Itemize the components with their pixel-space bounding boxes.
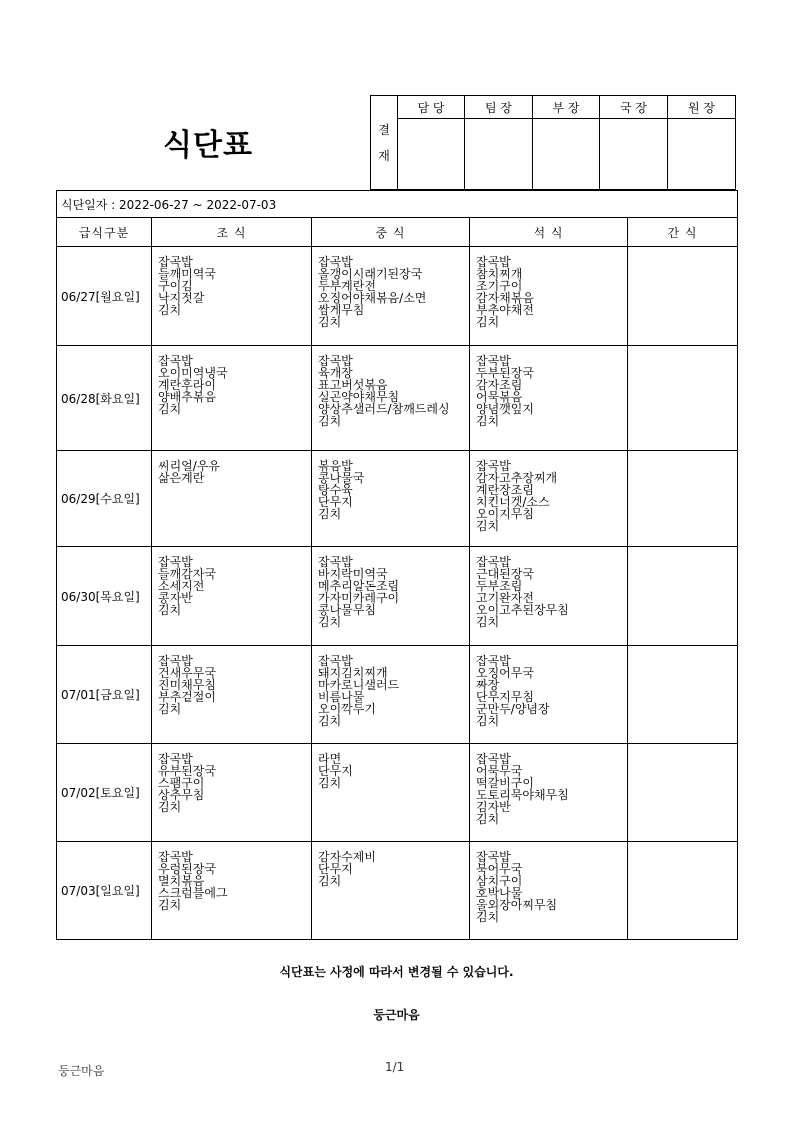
menu-item: 김치 bbox=[158, 303, 182, 317]
lunch-cell bbox=[312, 346, 470, 451]
organization-name: 둥근마음 bbox=[373, 1008, 420, 1022]
menu-item: 잡곡밥 bbox=[476, 255, 511, 269]
menu-item: 진미채무침 bbox=[158, 678, 216, 692]
snack-cell bbox=[628, 247, 738, 346]
menu-item: 김치 bbox=[476, 519, 500, 533]
menu-item: 잡곡밥 bbox=[476, 459, 511, 473]
menu-item: 씨리얼/우유 bbox=[158, 459, 221, 473]
menu-item: 감자조림 bbox=[476, 378, 523, 392]
menu-row bbox=[57, 346, 738, 451]
menu-item: 잡곡밥 bbox=[318, 654, 353, 668]
menu-item: 치킨너겟/소스 bbox=[476, 495, 550, 509]
menu-item: 김자반 bbox=[476, 800, 511, 814]
menu-item: 실곤약야채무침 bbox=[318, 390, 400, 404]
menu-item: 잡곡밥 bbox=[158, 255, 193, 269]
breakfast-cell bbox=[152, 842, 312, 940]
menu-item: 고기완자전 bbox=[476, 591, 534, 605]
menu-item: 멸치볶음 bbox=[158, 874, 205, 888]
menu-item: 김치 bbox=[476, 315, 500, 329]
menu-item: 잡곡밥 bbox=[476, 555, 511, 569]
menu-item: 잡곡밥 bbox=[318, 555, 353, 569]
menu-item: 부추겉절이 bbox=[158, 690, 216, 704]
dinner-cell bbox=[470, 547, 628, 646]
menu-item: 김치 bbox=[158, 800, 182, 814]
menu-item: 오이고추된장무침 bbox=[476, 603, 569, 617]
menu-item: 두부된장국 bbox=[476, 366, 534, 380]
menu-item: 감자고추장찌개 bbox=[476, 471, 558, 485]
breakfast-cell bbox=[152, 646, 312, 744]
dinner-cell bbox=[470, 646, 628, 744]
menu-item: 단무지 bbox=[318, 862, 353, 876]
approval-role: 팀 장 bbox=[465, 96, 533, 119]
menu-item: 김치 bbox=[158, 402, 182, 416]
menu-item: 군만두/양념장 bbox=[476, 702, 550, 716]
notice: 식단표는 사정에 따라서 변경될 수 있습니다. bbox=[279, 965, 514, 979]
snack-cell bbox=[628, 646, 738, 744]
menu-item: 볶음밥 bbox=[318, 459, 353, 473]
menu-item: 울외장아찌무침 bbox=[476, 898, 558, 912]
menu-item: 양념깻잎지 bbox=[476, 402, 534, 416]
header-dinner: 석 식 bbox=[470, 218, 628, 247]
menu-item: 오징어야채볶음/소면 bbox=[318, 291, 427, 305]
approval-box bbox=[370, 95, 736, 190]
day-label: 06/28[화요일] bbox=[57, 346, 152, 451]
menu-item: 김치 bbox=[318, 414, 342, 428]
menu-item: 오이지무침 bbox=[476, 507, 534, 521]
menu-item: 소세지전 bbox=[158, 579, 205, 593]
menu-item: 들깨감자국 bbox=[158, 567, 216, 581]
approval-role: 국 장 bbox=[600, 96, 668, 119]
menu-item: 표고버섯볶음 bbox=[318, 378, 388, 392]
menu-item: 상추무침 bbox=[158, 788, 205, 802]
menu-item: 잡곡밥 bbox=[158, 654, 193, 668]
menu-item: 조기구이 bbox=[476, 279, 523, 293]
menu-item: 마카로니샐러드 bbox=[318, 678, 400, 692]
menu-item: 잡곡밥 bbox=[158, 555, 193, 569]
breakfast-cell bbox=[152, 547, 312, 646]
menu-item: 들깨미역국 bbox=[158, 267, 216, 281]
menu-item: 잡곡밥 bbox=[158, 354, 193, 368]
menu-item: 김치 bbox=[318, 615, 342, 629]
menu-item: 근대된장국 bbox=[476, 567, 534, 581]
menu-item: 두부계란전 bbox=[318, 279, 376, 293]
signature-box bbox=[600, 119, 668, 190]
menu-item: 감자수제비 bbox=[318, 850, 376, 864]
header-category: 급식구분 bbox=[57, 218, 152, 247]
menu-item: 구이김 bbox=[158, 279, 193, 293]
header-lunch: 중 식 bbox=[312, 218, 470, 247]
page-title: 식단표 bbox=[163, 128, 253, 163]
menu-item: 올갱이시래기된장국 bbox=[318, 267, 423, 281]
menu-item: 김치 bbox=[158, 898, 182, 912]
signature-box bbox=[465, 119, 533, 190]
menu-row bbox=[57, 744, 738, 842]
menu-item: 두부조림 bbox=[476, 579, 523, 593]
menu-item: 오징어무국 bbox=[476, 666, 534, 680]
menu-row bbox=[57, 646, 738, 744]
menu-item: 스팸구이 bbox=[158, 776, 205, 790]
menu-item: 잡곡밥 bbox=[158, 850, 193, 864]
menu-item: 오이미역냉국 bbox=[158, 366, 228, 380]
menu-item: 김치 bbox=[318, 874, 342, 888]
menu-row bbox=[57, 842, 738, 940]
menu-item: 양배추볶음 bbox=[158, 390, 216, 404]
dinner-cell bbox=[470, 451, 628, 547]
menu-item: 스크럼블에그 bbox=[158, 886, 228, 900]
menu-item: 참치찌개 bbox=[476, 267, 523, 281]
menu-item: 우렁된장국 bbox=[158, 862, 216, 876]
menu-item: 북어무국 bbox=[476, 862, 523, 876]
menu-item: 감자채볶음 bbox=[476, 291, 534, 305]
breakfast-cell bbox=[152, 744, 312, 842]
menu-item: 부추야채전 bbox=[476, 303, 534, 317]
menu-item: 메추리알돈조림 bbox=[318, 579, 400, 593]
menu-item: 바지락미역국 bbox=[318, 567, 388, 581]
header-snack: 간 식 bbox=[628, 218, 738, 247]
menu-item: 육개장 bbox=[318, 366, 353, 380]
menu-item: 라면 bbox=[318, 752, 342, 766]
dinner-cell bbox=[470, 346, 628, 451]
menu-item: 잡곡밥 bbox=[476, 354, 511, 368]
menu-item: 김치 bbox=[476, 812, 500, 826]
meal-period: 식단일자 : 2022-06-27 ~ 2022-07-03 bbox=[57, 191, 738, 218]
day-label: 06/27[월요일] bbox=[57, 247, 152, 346]
menu-item: 콩나물무침 bbox=[318, 603, 376, 617]
breakfast-cell bbox=[152, 346, 312, 451]
day-label: 07/01[금요일] bbox=[57, 646, 152, 744]
menu-row bbox=[57, 247, 738, 346]
lunch-cell bbox=[312, 842, 470, 940]
menu-item: 단무지무침 bbox=[476, 690, 534, 704]
signature-box bbox=[668, 119, 736, 190]
menu-item: 김치 bbox=[476, 910, 500, 924]
dinner-cell bbox=[470, 247, 628, 346]
snack-cell bbox=[628, 451, 738, 547]
menu-item: 김치 bbox=[158, 603, 182, 617]
day-label: 06/29[수요일] bbox=[57, 451, 152, 547]
lunch-cell bbox=[312, 247, 470, 346]
menu-item: 양상추샐러드/참깨드레싱 bbox=[318, 402, 450, 416]
day-label: 06/30[목요일] bbox=[57, 547, 152, 646]
menu-row bbox=[57, 451, 738, 547]
lunch-cell bbox=[312, 451, 470, 547]
menu-item: 잡곡밥 bbox=[318, 354, 353, 368]
menu-item: 김치 bbox=[318, 714, 342, 728]
day-label: 07/03[일요일] bbox=[57, 842, 152, 940]
menu-item: 잡곡밥 bbox=[476, 752, 511, 766]
menu-item: 김치 bbox=[476, 615, 500, 629]
approval-role: 원 장 bbox=[668, 96, 736, 119]
approval-label: 결 재 bbox=[371, 96, 398, 190]
lunch-cell bbox=[312, 547, 470, 646]
menu-item: 계란후라이 bbox=[158, 378, 216, 392]
menu-item: 건새우무국 bbox=[158, 666, 216, 680]
menu-item: 오이깍두기 bbox=[318, 702, 376, 716]
menu-item: 유부된장국 bbox=[158, 764, 216, 778]
footer-org: 둥근마음 bbox=[58, 1064, 105, 1078]
menu-item: 비름나물 bbox=[318, 690, 365, 704]
menu-item: 계란장조림 bbox=[476, 483, 534, 497]
menu-item: 김치 bbox=[158, 702, 182, 716]
approval-role: 부 장 bbox=[533, 96, 600, 119]
menu-item: 콩자반 bbox=[158, 591, 193, 605]
menu-item: 탕수육 bbox=[318, 483, 353, 497]
menu-item: 잡곡밥 bbox=[318, 255, 353, 269]
menu-item: 낙지젓갈 bbox=[158, 291, 205, 305]
snack-cell bbox=[628, 547, 738, 646]
page-number: 1/1 bbox=[385, 1060, 405, 1074]
snack-cell bbox=[628, 346, 738, 451]
menu-item: 어묵볶음 bbox=[476, 390, 523, 404]
menu-item: 돼지김치찌개 bbox=[318, 666, 388, 680]
dinner-cell bbox=[470, 842, 628, 940]
menu-item: 도토리묵야채무침 bbox=[476, 788, 569, 802]
menu-item: 잡곡밥 bbox=[158, 752, 193, 766]
menu-item: 김치 bbox=[476, 714, 500, 728]
menu-item: 김치 bbox=[476, 414, 500, 428]
menu-item: 짜장 bbox=[476, 678, 500, 692]
menu-item: 김치 bbox=[318, 776, 342, 790]
approval-role: 담 당 bbox=[398, 96, 465, 119]
lunch-cell bbox=[312, 744, 470, 842]
menu-item: 김치 bbox=[318, 315, 342, 329]
menu-item: 단무지 bbox=[318, 764, 353, 778]
dinner-cell bbox=[470, 744, 628, 842]
menu-item: 삼치구이 bbox=[476, 874, 523, 888]
day-label: 07/02[토요일] bbox=[57, 744, 152, 842]
menu-table bbox=[56, 190, 738, 940]
menu-item: 쌈게무침 bbox=[318, 303, 365, 317]
menu-item: 잡곡밥 bbox=[476, 654, 511, 668]
menu-row bbox=[57, 547, 738, 646]
header-breakfast: 조 식 bbox=[152, 218, 312, 247]
menu-item: 떡갈비구이 bbox=[476, 776, 534, 790]
menu-item: 호박나물 bbox=[476, 886, 523, 900]
menu-item: 어묵무국 bbox=[476, 764, 523, 778]
signature-box bbox=[398, 119, 465, 190]
menu-item: 가자미카레구이 bbox=[318, 591, 400, 605]
menu-item: 콩나물국 bbox=[318, 471, 365, 485]
breakfast-cell bbox=[152, 247, 312, 346]
lunch-cell bbox=[312, 646, 470, 744]
snack-cell bbox=[628, 842, 738, 940]
menu-item: 김치 bbox=[318, 507, 342, 521]
breakfast-cell bbox=[152, 451, 312, 547]
snack-cell bbox=[628, 744, 738, 842]
signature-box bbox=[533, 119, 600, 190]
menu-item: 잡곡밥 bbox=[476, 850, 511, 864]
menu-item: 삶은계란 bbox=[158, 471, 205, 485]
menu-item: 단무지 bbox=[318, 495, 353, 509]
